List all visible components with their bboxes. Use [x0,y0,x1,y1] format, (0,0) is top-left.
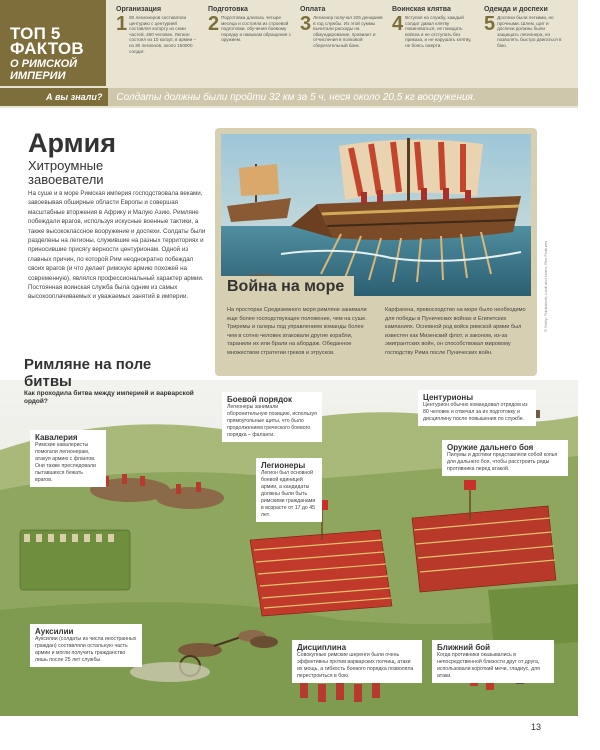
fact-item [484,6,567,54]
fact-title: Оплата [300,6,326,13]
sea-war-col2: Карфагена, превосходство на море было необходимо для победы в Пунических войнах и Египетских кампаниях. Основной род войск римской армии был известен как Мизенский флот, и законом, из-за эмигрантских войн, он способствовал мировому господству Рима после Пунических войн. [385,307,526,356]
sea-war-title: Война на море [221,276,354,296]
fact-text: Подготовка длилась четыре месяца и состояла из строевой подготовки, обучения боевому порядку и навыкам обращения с оружием. [221,15,291,43]
did-you-know-text: Солдаты должны были пройти 32 км за 5 ч, неся около 20,5 кг вооружения. [116,91,476,103]
sea-war-col1: На просторах Средиземного моря римляне занимали еще более господствующее положение, чем на суше. Триремы и галеры под управлением команды более чем в сотню человек атаковали другие корабли, таранили их или брали на абордаж. Обеданное множеством стратегии греков и этрусков. [227,307,367,356]
fact-number: 4 [392,13,404,35]
fact-item [300,6,383,54]
did-you-know-badge: А вы знали? [0,88,108,106]
did-you-know-bar [0,88,578,106]
label-text: Когда противники оказывались в непосредственной близости друг от друга, использовали короткий мечи, гладиус, для атаки. [437,652,540,679]
fact-item [116,6,199,54]
label-ranged-weapons [442,440,568,476]
page-number: 13 [531,722,542,732]
fact-number: 3 [300,13,312,35]
army-title: Армия [28,128,116,158]
label-title: Легионеры [261,461,306,470]
fact-title: Воинская клятва [392,6,451,13]
label-title: Кавалерия [35,433,78,442]
label-title: Дисциплина [297,643,347,652]
fact-text: Легионер получал 225 денариев в год службы. Из этой суммы вычитали расходы на обмундирование, провиант и отчисления в полковой сберегательный банк. [313,15,383,48]
fact-text: Доспехи были легкими, но прочными. Шлем, щит и доспехи должны были защищать легионера, но позволять быстро двигаться в бою. [497,15,562,48]
label-title: Оружие дальнего боя [447,443,534,452]
trireme-illustration [221,134,531,296]
top5-subtitle: О РИМСКОЙ ИМПЕРИИ [10,58,78,82]
label-text: Легионеры занимали оборонительную позицию, используя прямоугольные щиты, что было продолжением греческого боевого порядка – фаланги. [227,404,317,438]
army-subtitle: Хитроумные завоеватели [28,158,104,187]
label-text: Легион был основной боевой единицей армии, а кандидаты должны были быть римскими гражданами в возрасте от 17 до 45 лет. [261,470,316,518]
army-body-text: На суше и в море Римская империя господствовала веками, завоевывая обширные области Европы и совершая масштабные вторжения в Африку и Малую Азию. Римляне побеждали врагов, используя искусные военные тактики, а также высококлассное вооружение и доспехи. Солдаты были разделены на легионы, служившие на разных территориях и приносившие присягу верности центурионам. Одной из главных причин, по которой Рим неоднократно побеждал своих врагов (и что делает римскую армию похожей на современную), являлся профессиональный характер армии. Постоянная воинская служба была одним из самых высокооплачиваемых и уважаемых занятий в империи. [28,190,206,301]
label-text: Совокупные римские шеренги были очень эффективны против варварских полчищ, атаки их мощь, а гибкость боевого порядка позволяла перестроиться в бою. [297,652,414,679]
fact-text: 80 легионеров составляли центурию с центурией составлял когорту из семи частей, 480 человек. Легион состоял из 10 когорт, в армии – из 30 легионов, около 150000 солдат. [129,15,197,54]
label-centurions [418,390,536,426]
label-title: Ближний бой [437,643,491,652]
label-discipline [292,640,422,683]
fact-number: 5 [484,13,496,35]
label-auxiliaries [30,624,142,667]
label-legionaries [256,458,322,522]
fact-text: Вступая на службу, каждый солдат давал клятву повиноваться, не покидать войска и не отступать без приказа, и не нарушать клятву, не боясь смерти. [405,15,472,48]
label-cavalry [30,430,106,487]
fact-title: Одежда и доспехи [484,6,548,13]
label-text: Пилумы и дротики представляли собой копья для дальнего боя, чтобы расстроить ряды противника перед атакой. [447,452,558,472]
label-title: Центурионы [423,393,474,402]
label-battle-order [222,392,322,442]
fact-item [392,6,475,54]
top5-badge [0,0,106,86]
battle-title: Римляне на поле битвы [24,356,152,390]
label-text: Римские кавалеристы помогали легионерам, атакуя армию с флангов. Они также преследовали пытавшихся бежать врагов. [35,442,96,483]
image-credit: © Getty; Thinkstock; Look and Learn; Rex Features [543,240,548,332]
fact-number: 2 [208,13,220,35]
label-title: Боевой порядок [227,395,293,404]
fact-title: Подготовка [208,6,248,13]
label-title: Ауксилии [35,627,74,636]
sea-war-panel [215,128,537,376]
label-text: Ауксилии (солдаты из числа иностранных граждан) составляли остальную часть армии и могли получить гражданство лишь после 25 лет службы. [35,636,137,663]
facts-list [116,6,567,54]
battle-question: Как проходила битва между империей и варварской ордой? [24,390,194,406]
fact-number: 1 [116,13,128,35]
fact-item [208,6,291,54]
trireme-scene [221,134,531,296]
label-melee [432,640,554,683]
top-facts-band [0,0,578,108]
top5-line2: ФАКТОВ [10,39,84,58]
sea-war-columns [227,306,531,358]
label-text: Центурион обычно командовал отрядом из 80 человек и отвечал за их подготовку и дисциплину после повышения по службе. [423,402,528,422]
fact-title: Организация [116,6,162,13]
top5-line1: ТОП 5 [10,24,61,43]
